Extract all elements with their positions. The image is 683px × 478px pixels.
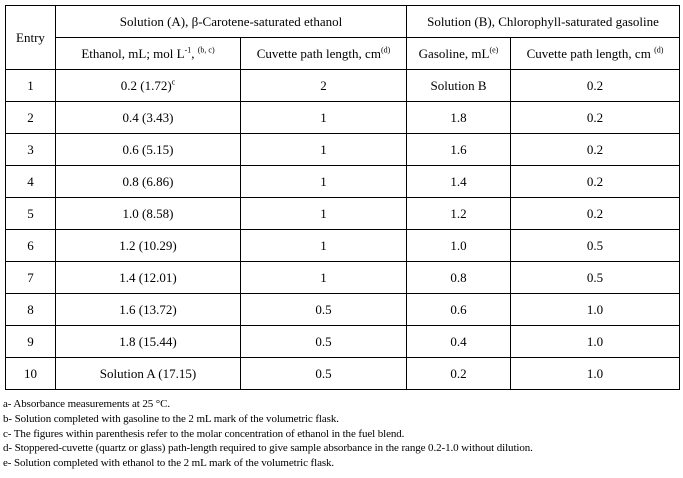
cell-ethanol-text: 1.8 (15.44) bbox=[119, 333, 177, 349]
cell-ethanol bbox=[56, 166, 241, 198]
footnote: a- Absorbance measurements at 25 °C. bbox=[3, 398, 170, 410]
header-gasoline-text: Gasoline, mL bbox=[418, 45, 490, 61]
header-cuvette-b bbox=[511, 38, 680, 70]
cell-cuvette-b-text: 0.5 bbox=[586, 237, 604, 253]
header-ethanol-comma: , bbox=[191, 45, 198, 61]
cell-cuvette-a-text: 1 bbox=[320, 109, 327, 125]
header-solution-b: Solution (B), Chlorophyll-saturated gasoline bbox=[407, 6, 680, 38]
cell-gasoline bbox=[407, 358, 511, 390]
cell-ethanol bbox=[56, 198, 241, 230]
cell-gasoline-text: Solution B bbox=[430, 77, 487, 93]
header-cuvette-a bbox=[241, 38, 407, 70]
cell-entry bbox=[6, 70, 56, 102]
cell-cuvette-b bbox=[511, 230, 680, 262]
cell-gasoline-text: 1.6 bbox=[450, 141, 467, 157]
cell-gasoline bbox=[407, 102, 511, 134]
table-row bbox=[6, 294, 680, 326]
cell-cuvette-a bbox=[241, 358, 407, 390]
cell-cuvette-b-text: 0.2 bbox=[586, 173, 604, 189]
table-row bbox=[6, 262, 680, 294]
cell-ethanol-text: 0.8 (6.86) bbox=[122, 173, 174, 189]
cell-gasoline bbox=[407, 294, 511, 326]
cell-gasoline-text: 1.8 bbox=[450, 109, 467, 125]
cell-cuvette-a bbox=[241, 230, 407, 262]
cell-gasoline-text: 1.2 bbox=[450, 205, 467, 221]
cell-gasoline-text: 0.8 bbox=[450, 269, 467, 285]
cell-cuvette-b bbox=[511, 166, 680, 198]
cell-cuvette-b-text: 0.2 bbox=[586, 77, 604, 93]
table-row bbox=[6, 230, 680, 262]
cell-entry-text: 5 bbox=[27, 205, 34, 221]
cell-cuvette-b-text: 0.2 bbox=[586, 141, 604, 157]
cell-ethanol-text: 1.0 (8.58) bbox=[122, 205, 174, 221]
cell-cuvette-b-text: 0.2 bbox=[586, 109, 604, 125]
cell-ethanol-text: Solution A (17.15) bbox=[99, 365, 197, 381]
table-row bbox=[6, 198, 680, 230]
cell-cuvette-a-text: 1 bbox=[320, 269, 327, 285]
header-ethanol-exponent: -1 bbox=[184, 45, 192, 55]
cell-cuvette-b bbox=[511, 262, 680, 294]
header-ethanol-text: Ethanol, mL; mol L bbox=[81, 45, 185, 61]
cell-ethanol bbox=[56, 326, 241, 358]
cell-entry-text: 3 bbox=[27, 141, 34, 157]
cell-gasoline bbox=[407, 326, 511, 358]
cell-ethanol-note: c bbox=[171, 77, 176, 87]
header-ethanol bbox=[56, 38, 241, 70]
cell-ethanol bbox=[56, 262, 241, 294]
cell-gasoline-text: 0.6 bbox=[450, 301, 467, 317]
header-ethanol-note: (b, c) bbox=[197, 45, 215, 55]
cell-entry-text: 10 bbox=[24, 365, 37, 381]
footnote: e- Solution completed with ethanol to the 2 mL mark of the volumetric flask. bbox=[3, 457, 335, 470]
cell-cuvette-b-text: 0.2 bbox=[586, 205, 604, 221]
cell-entry bbox=[6, 294, 56, 326]
cell-entry-text: 1 bbox=[27, 77, 34, 93]
cell-cuvette-a-text: 0.5 bbox=[315, 365, 332, 381]
cell-ethanol-text: 1.4 (12.01) bbox=[119, 269, 177, 285]
cell-entry-text: 8 bbox=[27, 301, 34, 317]
cell-cuvette-b bbox=[511, 358, 680, 390]
cell-ethanol-text: 0.6 (5.15) bbox=[122, 141, 174, 157]
cell-cuvette-b bbox=[511, 102, 680, 134]
cell-cuvette-a-text: 2 bbox=[320, 77, 327, 93]
cell-cuvette-a-text: 0.5 bbox=[315, 333, 332, 349]
cell-cuvette-a bbox=[241, 294, 407, 326]
footnote: b- Solution completed with gasoline to the 2 mL mark of the volumetric flask. bbox=[3, 412, 339, 425]
cell-ethanol bbox=[56, 230, 241, 262]
cell-cuvette-b-text: 1.0 bbox=[586, 301, 604, 317]
header-gasoline-note: (e) bbox=[489, 45, 499, 55]
cell-entry bbox=[6, 358, 56, 390]
cell-ethanol bbox=[56, 102, 241, 134]
cell-gasoline bbox=[407, 262, 511, 294]
cell-cuvette-b-text: 1.0 bbox=[586, 365, 604, 381]
cell-entry-text: 9 bbox=[27, 333, 34, 349]
cell-cuvette-a bbox=[241, 102, 407, 134]
table-row bbox=[6, 134, 680, 166]
cell-cuvette-a-text: 1 bbox=[320, 173, 327, 189]
cell-gasoline-text: 0.4 bbox=[450, 333, 467, 349]
cell-entry bbox=[6, 230, 56, 262]
cell-ethanol-text: 0.2 (1.72) bbox=[120, 77, 172, 93]
cell-cuvette-b bbox=[511, 294, 680, 326]
cell-entry bbox=[6, 326, 56, 358]
cell-entry bbox=[6, 102, 56, 134]
table-row bbox=[6, 166, 680, 198]
footnote: c- The figures within parenthesis refer to the molar concentration of ethanol in the fuel blend. bbox=[3, 427, 405, 440]
cell-cuvette-a-text: 1 bbox=[320, 237, 327, 253]
cell-cuvette-a bbox=[241, 134, 407, 166]
cell-entry bbox=[6, 166, 56, 198]
cell-entry-text: 4 bbox=[27, 173, 34, 189]
cell-gasoline-text: 1.0 bbox=[450, 237, 467, 253]
cell-ethanol-text: 1.2 (10.29) bbox=[119, 237, 177, 253]
cell-ethanol bbox=[56, 70, 241, 102]
header-cuvette-a-text: Cuvette path length, cm bbox=[256, 45, 381, 61]
cell-cuvette-a-text: 1 bbox=[320, 205, 327, 221]
cell-cuvette-b bbox=[511, 70, 680, 102]
cell-gasoline bbox=[407, 134, 511, 166]
cell-entry bbox=[6, 198, 56, 230]
table-row bbox=[6, 70, 680, 102]
cell-ethanol bbox=[56, 358, 241, 390]
cell-ethanol-text: 1.6 (13.72) bbox=[119, 301, 177, 317]
header-gasoline bbox=[407, 38, 511, 70]
cell-ethanol bbox=[56, 294, 241, 326]
cell-cuvette-a-text: 0.5 bbox=[315, 301, 332, 317]
table-row bbox=[6, 358, 680, 390]
cell-cuvette-a bbox=[241, 70, 407, 102]
footnote: d- Stoppered-cuvette (quartz or glass) path-length required to give sample absorbance in the range 0.2-1.0 without dilution. bbox=[3, 442, 533, 455]
cell-cuvette-a bbox=[241, 326, 407, 358]
cell-cuvette-b-text: 1.0 bbox=[586, 333, 604, 349]
cell-gasoline-text: 1.4 bbox=[450, 173, 467, 189]
cell-cuvette-b bbox=[511, 134, 680, 166]
cell-cuvette-b bbox=[511, 198, 680, 230]
header-cuvette-b-note: (d) bbox=[654, 45, 664, 55]
cell-cuvette-a bbox=[241, 166, 407, 198]
table-row bbox=[6, 326, 680, 358]
cell-ethanol-text: 0.4 (3.43) bbox=[122, 109, 174, 125]
footnotes bbox=[3, 397, 533, 471]
cell-entry-text: 2 bbox=[27, 109, 34, 125]
cell-cuvette-b-text: 0.5 bbox=[586, 269, 604, 285]
table-row bbox=[6, 102, 680, 134]
cell-cuvette-a bbox=[241, 198, 407, 230]
cell-gasoline bbox=[407, 198, 511, 230]
header-row-1 bbox=[6, 6, 680, 38]
header-solution-a: Solution (A), β-Carotene-saturated ethanol bbox=[56, 6, 407, 38]
header-cuvette-a-note: (d) bbox=[380, 45, 391, 55]
cell-gasoline bbox=[407, 70, 511, 102]
cell-entry-text: 6 bbox=[27, 237, 34, 253]
cell-entry-text: 7 bbox=[27, 269, 34, 285]
cell-entry bbox=[6, 134, 56, 166]
cell-cuvette-b bbox=[511, 326, 680, 358]
cell-gasoline bbox=[407, 230, 511, 262]
cell-ethanol bbox=[56, 134, 241, 166]
cell-cuvette-a bbox=[241, 262, 407, 294]
cell-gasoline bbox=[407, 166, 511, 198]
data-table bbox=[5, 5, 680, 390]
header-entry: Entry bbox=[6, 6, 56, 70]
cell-gasoline-text: 0.2 bbox=[450, 365, 467, 381]
header-cuvette-b-text: Cuvette path length, cm bbox=[526, 45, 655, 61]
cell-cuvette-a-text: 1 bbox=[320, 141, 327, 157]
header-row-2 bbox=[6, 38, 680, 70]
cell-entry bbox=[6, 262, 56, 294]
